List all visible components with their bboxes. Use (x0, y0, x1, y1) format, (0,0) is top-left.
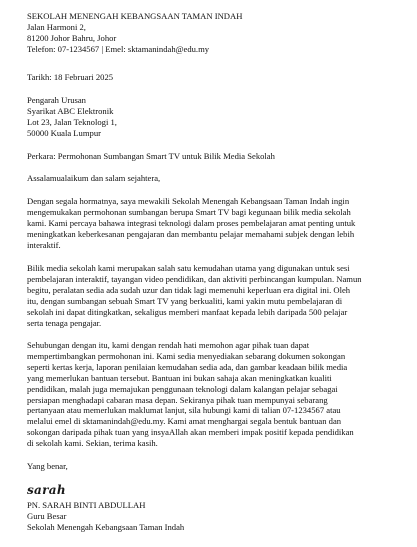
letter-date-block (27, 72, 403, 83)
paragraph-line: meningkatkan keberkesanan pengajaran dan membantu pelajar memahami subjek dengan lebih (27, 228, 355, 239)
paragraph-line: mengemukakan permohonan sumbangan berupa Smart TV bagi kegunaan bilik media sekolah (27, 206, 351, 217)
paragraph-line: Bilik media sekolah kami merupakan salah satu kemudahan utama yang digunakan untuk sesi (27, 263, 350, 273)
sender-school: SEKOLAH MENENGAH KEBANGSAAN TAMAN INDAH (27, 11, 243, 21)
paragraph-line: kami. Kami percaya bahawa integrasi teknologi dalam proses pembelajaran amat penting untuk (27, 217, 356, 228)
letter-subject: Perkara: Permohonan Sumbangan Smart TV untuk Bilik Media Sekolah (27, 151, 275, 161)
paragraph-line: sekolah ini dapat ditingkatkan, sekaligus memberi manfaat kepada lebih daripada 500 pelajar (27, 306, 348, 317)
paragraph-line: pendidikan, malah juga memajukan penggunaan teknologi dalam kalangan pelajar sebagai (27, 383, 338, 394)
paragraph-line: di sekolah kami. Sekian, terima kasih. (27, 438, 158, 449)
signatory-block (27, 500, 403, 533)
subject-block (27, 151, 403, 162)
paragraph-1 (27, 196, 403, 251)
paragraph-line: Sehubungan dengan itu, kami dengan rendah hati memohon agar pihak tuan dapat (27, 340, 310, 350)
paragraph-line: yang memerlukan bantuan tersebut. Bantuan ini bukan sahaja akan meningkatkan kualiti (27, 372, 332, 383)
paragraph-line: mempertimbangkan permohonan ini. Kami sedia menyediakan sebarang dokumen sokongan (27, 350, 346, 361)
closing-block (27, 461, 403, 472)
paragraph-line: interaktif. (27, 239, 61, 250)
sender-address-line-2: 81200 Johor Bahru, Johor (27, 32, 117, 43)
paragraph-line: itu, dengan sumbangan sebuah Smart TV yang berkualiti, kami yakin mutu pembelajaran di (27, 295, 343, 306)
sender-address-line-1: Jalan Harmoni 2, (27, 21, 86, 32)
paragraph-line: melalui emel di sktamanindah@edu.my. Kami amat menghargai segala bentuk bantuan dan (27, 416, 342, 427)
handwritten-signature: sarah (27, 483, 66, 497)
letter-greeting: Assalamualaikum dan salam sejahtera, (27, 173, 161, 183)
paragraph-line: sokongan daripada pihak tuan yang insyaAllah akan memberi impak positif kepada pendidikan (27, 427, 354, 438)
greeting-block (27, 173, 403, 184)
letter-closing: Yang benar, (27, 461, 68, 471)
paragraph-line: pembelajaran interaktif, tayangan video pendidikan, dan aktiviti perbincangan kumpulan. Namun (27, 273, 362, 284)
recipient-title: Pengarah Urusan (27, 95, 86, 105)
recipient-block (27, 95, 403, 139)
recipient-city: 50000 Kuala Lumpur (27, 127, 101, 138)
paragraph-line: pertanyaan atau memerlukan maklumat lanjut, sila hubungi kami di talian 07-1234567 atau (27, 405, 341, 416)
signatory-school: Sekolah Menengah Kebangsaan Taman Indah (27, 521, 185, 532)
paragraph-line: begitu, peralatan sedia ada sudah uzur dan tidak lagi memenuhi keperluan era digital ini. Oleh (27, 284, 351, 295)
signatory-position: Guru Besar (27, 510, 67, 521)
paragraph-line: seperti kertas kerja, laporan penilaian kemudahan sedia ada, dan gambar keadaan bilik media (27, 361, 348, 372)
paragraph-line: serta tenaga pengajar. (27, 317, 102, 328)
paragraph-2 (27, 263, 403, 328)
sender-block (27, 11, 403, 55)
paragraph-3 (27, 340, 403, 449)
paragraph-line: Dengan segala hormatnya, saya mewakili Sekolah Menengah Kebangsaan Taman Indah ingin (27, 196, 350, 206)
recipient-company: Syarikat ABC Elektronik (27, 105, 114, 116)
paragraph-line: persiapan menghadapi cabaran masa depan. Sekiranya pihak tuan mempunyai sebarang (27, 394, 328, 405)
recipient-street: Lot 23, Jalan Teknologi 1, (27, 116, 117, 127)
sender-contact: Telefon: 07-1234567 | Emel: sktamanindah@edu.my (27, 43, 210, 54)
signatory-name: PN. SARAH BINTI ABDULLAH (27, 500, 146, 510)
letter-date: Tarikh: 18 Februari 2025 (27, 72, 114, 82)
